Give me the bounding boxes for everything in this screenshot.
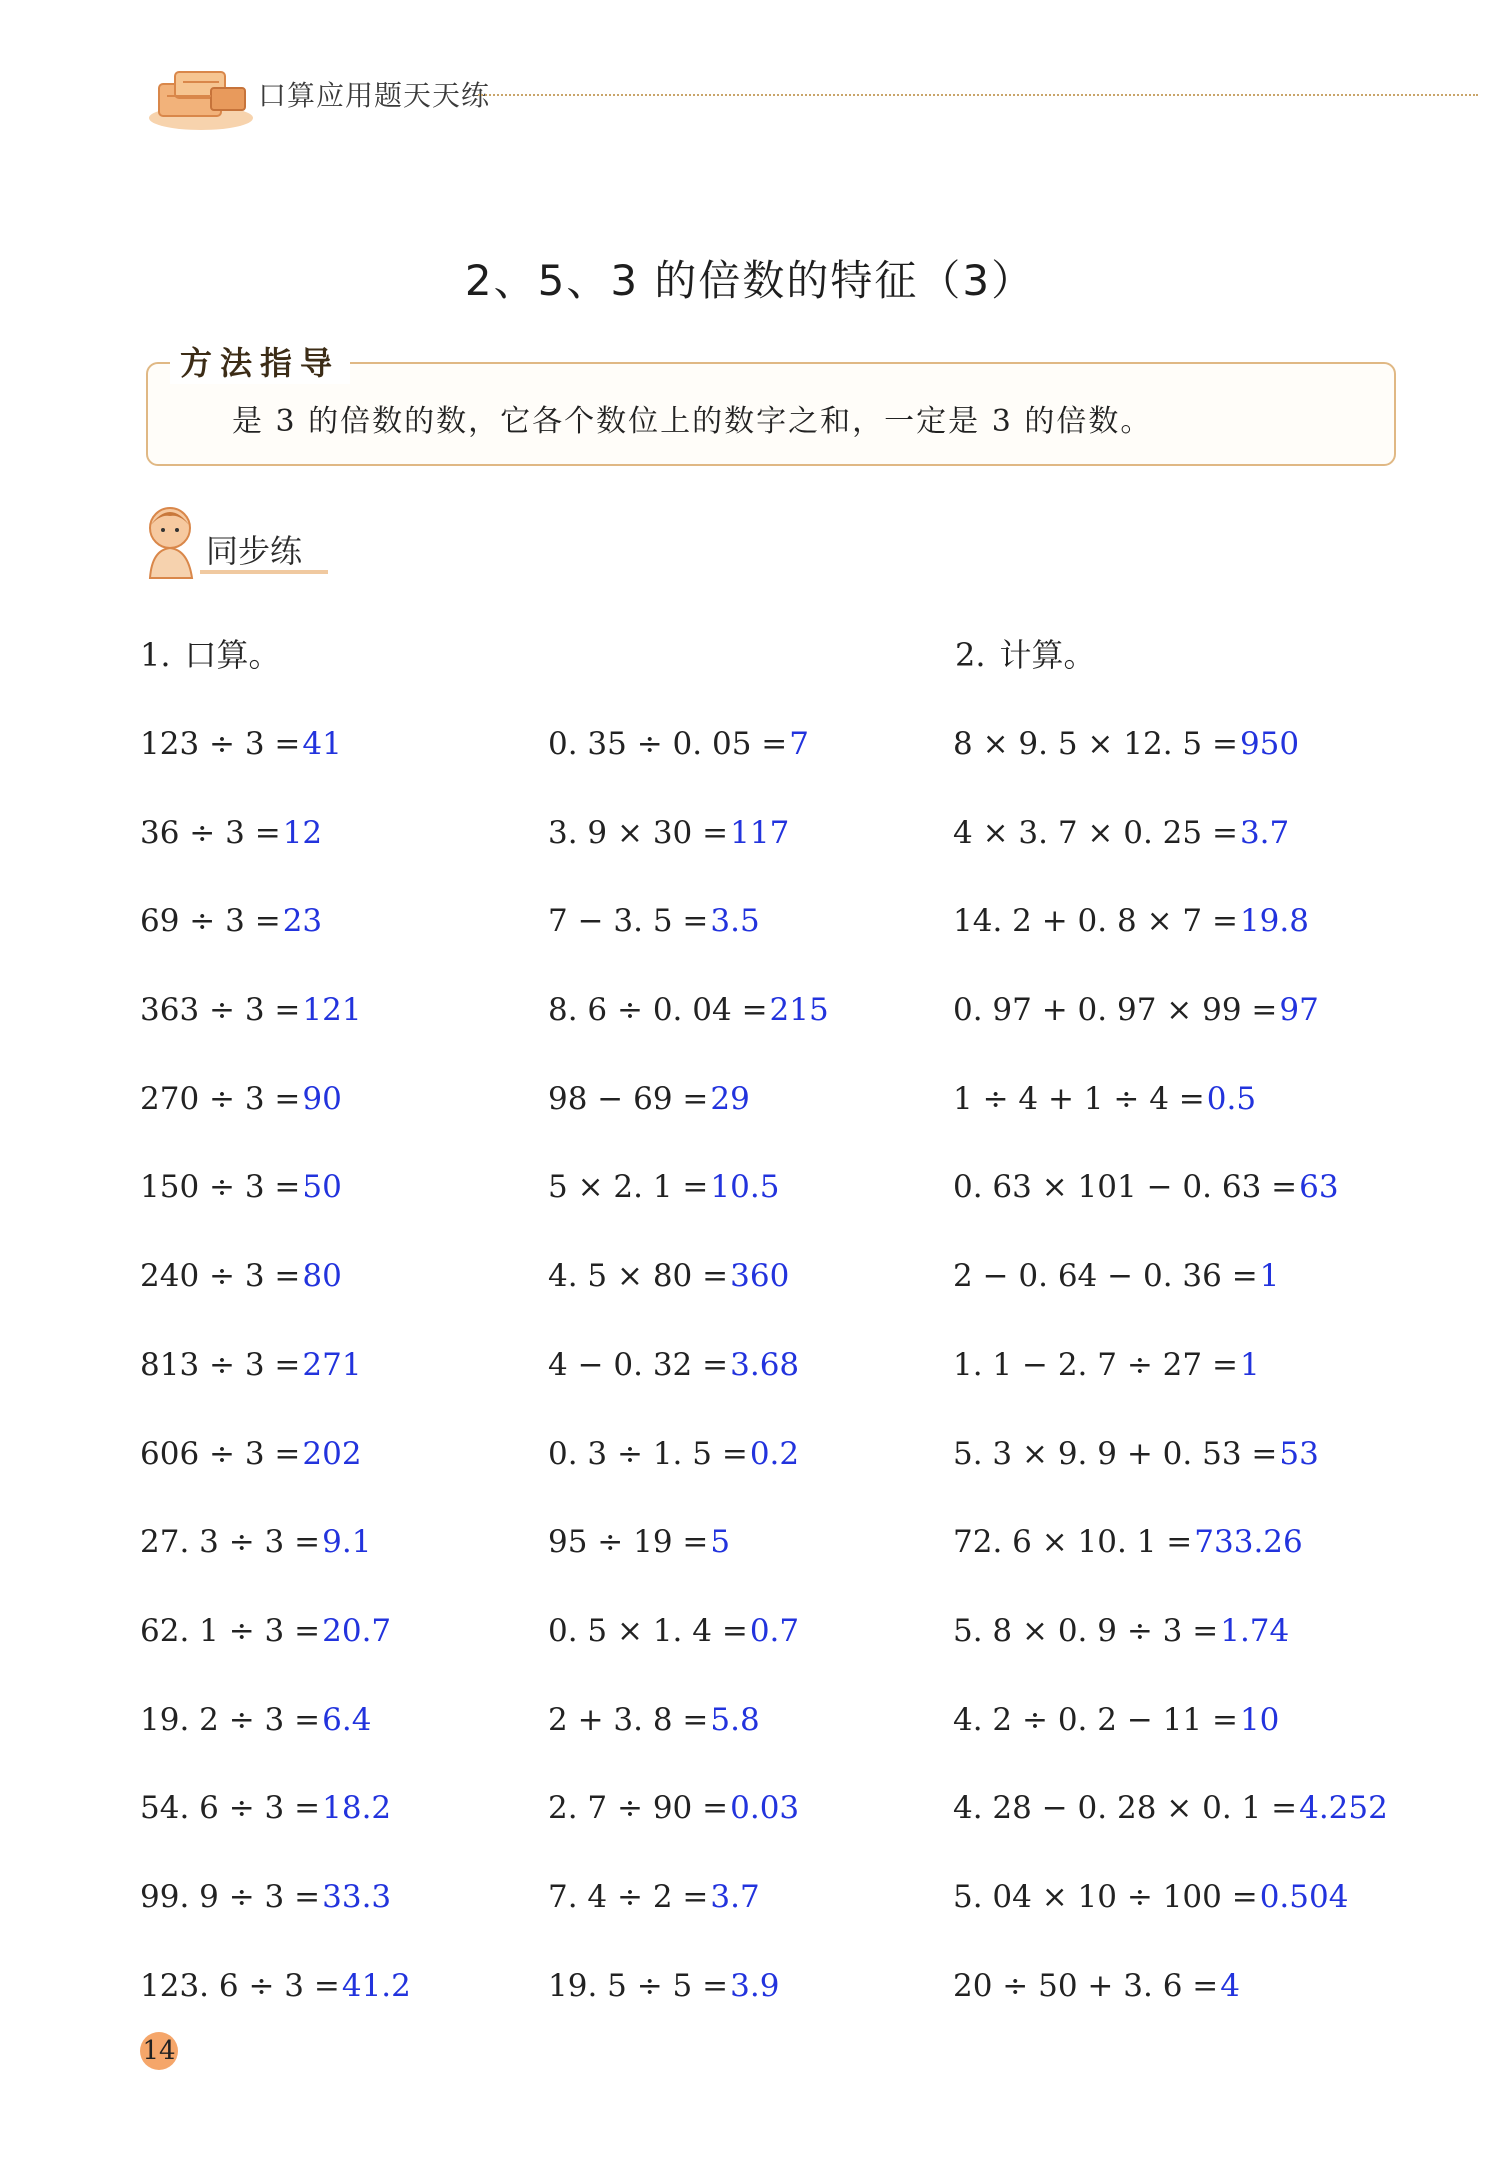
sync-practice-heading (140, 502, 340, 582)
problem-row (953, 1336, 1473, 1425)
problem-expression: 3. 9 × 30 = (548, 814, 729, 851)
handwritten-answer: 18.2 (322, 1790, 392, 1827)
handwritten-answer: 3.9 (730, 1967, 780, 2004)
problem-row (548, 1957, 968, 2046)
problem-expression: 36 ÷ 3 = (140, 814, 281, 851)
problem-expression: 4. 28 − 0. 28 × 0. 1 = (953, 1790, 1298, 1827)
problem-expression: 19. 5 ÷ 5 = (548, 1967, 729, 2004)
handwritten-answer: 7 (789, 726, 810, 762)
problem-expression: 150 ÷ 3 = (140, 1169, 301, 1206)
problem-expression: 123 ÷ 3 = (140, 726, 301, 762)
problem-expression: 20 ÷ 50 + 3. 6 = (953, 1967, 1219, 2004)
problem-row (548, 1070, 968, 1159)
handwritten-answer: 202 (302, 1435, 362, 1472)
problem-expression: 8 × 9. 5 × 12. 5 = (953, 726, 1238, 762)
handwritten-answer: 3.5 (710, 903, 760, 940)
problem-expression: 62. 1 ÷ 3 = (140, 1612, 321, 1649)
handwritten-answer: 90 (302, 1080, 342, 1117)
handwritten-answer: 0.504 (1259, 1878, 1349, 1915)
problem-row (953, 1957, 1473, 2046)
problem-row (953, 892, 1473, 981)
problem-row (140, 1158, 560, 1247)
problem-expression: 14. 2 + 0. 8 × 7 = (953, 903, 1238, 940)
problem-row (140, 715, 560, 804)
problem-expression: 98 − 69 = (548, 1080, 709, 1117)
problem-row (140, 804, 560, 893)
section-2-heading (955, 630, 1096, 676)
sync-practice-label: 同步练 (206, 532, 303, 570)
problem-row (140, 981, 560, 1070)
handwritten-answer: 121 (302, 992, 362, 1029)
problem-row (548, 981, 968, 1070)
handwritten-answer: 5.8 (710, 1701, 760, 1738)
problem-expression: 8. 6 ÷ 0. 04 = (548, 992, 768, 1029)
problem-expression: 4. 2 ÷ 0. 2 − 11 = (953, 1701, 1238, 1738)
handwritten-answer: 215 (769, 992, 829, 1029)
lesson-title: 2、5、3 的倍数的特征（3） (464, 256, 1036, 305)
problem-row (140, 1602, 560, 1691)
section-1-heading (140, 630, 281, 676)
calculation-column (953, 715, 1473, 2045)
page-number: 14 (140, 2032, 178, 2070)
handwritten-answer: 23 (282, 903, 323, 940)
problem-row (548, 1691, 968, 1780)
problem-expression: 5 × 2. 1 = (548, 1169, 709, 1206)
section-1-number: 1. (140, 636, 171, 674)
problem-row (953, 1691, 1473, 1780)
problem-expression: 1. 1 − 2. 7 ÷ 27 = (953, 1346, 1238, 1383)
section-2-label: 计算。 (999, 636, 1096, 674)
problem-expression: 0. 63 × 101 − 0. 63 = (953, 1169, 1298, 1206)
handwritten-answer: 3.68 (730, 1346, 800, 1383)
book-stack-logo (145, 62, 257, 134)
problem-row (140, 1070, 560, 1159)
problem-row (953, 715, 1473, 804)
series-title: 口算应用题天天练 (258, 79, 491, 112)
problem-expression: 0. 35 ÷ 0. 05 = (548, 726, 788, 762)
handwritten-answer: 733.26 (1194, 1524, 1303, 1561)
problem-expression: 69 ÷ 3 = (140, 903, 281, 940)
problem-row (548, 1513, 968, 1602)
problem-expression: 4. 5 × 80 = (548, 1258, 729, 1295)
problem-row (548, 1336, 968, 1425)
handwritten-answer: 1 (1239, 1346, 1260, 1383)
problem-row (140, 1957, 560, 2046)
handwritten-answer: 10 (1239, 1701, 1280, 1738)
problem-expression: 270 ÷ 3 = (140, 1080, 301, 1117)
oral-calc-column-2 (548, 715, 968, 2045)
handwritten-answer: 50 (302, 1169, 342, 1206)
problem-row (140, 1425, 560, 1514)
problem-row (548, 804, 968, 893)
method-guide-text: 是 3 的倍数的数，它各个数位上的数字之和，一定是 3 的倍数。 (232, 404, 1153, 439)
problem-expression: 99. 9 ÷ 3 = (140, 1878, 321, 1915)
problem-expression: 27. 3 ÷ 3 = (140, 1524, 321, 1561)
problem-row (548, 1158, 968, 1247)
problem-row (140, 1691, 560, 1780)
handwritten-answer: 1 (1259, 1258, 1280, 1295)
problem-row (140, 1868, 560, 1957)
problem-expression: 19. 2 ÷ 3 = (140, 1701, 321, 1738)
handwritten-answer: 80 (302, 1258, 342, 1295)
problem-row (953, 1602, 1473, 1691)
handwritten-answer: 4.252 (1299, 1790, 1388, 1827)
problem-expression: 2. 7 ÷ 90 = (548, 1790, 729, 1827)
handwritten-answer: 1.74 (1220, 1612, 1290, 1649)
problem-expression: 240 ÷ 3 = (140, 1258, 301, 1295)
handwritten-answer: 33.3 (322, 1878, 392, 1915)
problem-expression: 4 − 0. 32 = (548, 1346, 729, 1383)
problem-expression: 7 − 3. 5 = (548, 903, 709, 940)
handwritten-answer: 63 (1299, 1169, 1339, 1206)
problem-expression: 5. 04 × 10 ÷ 100 = (953, 1878, 1258, 1915)
problem-row (953, 1247, 1473, 1336)
problem-expression: 4 × 3. 7 × 0. 25 = (953, 814, 1238, 851)
problem-expression: 54. 6 ÷ 3 = (140, 1790, 321, 1827)
problem-row (140, 1247, 560, 1336)
handwritten-answer: 19.8 (1239, 903, 1309, 940)
handwritten-answer: 6.4 (322, 1701, 372, 1738)
problem-row (140, 1779, 560, 1868)
problem-row (548, 1779, 968, 1868)
header-divider (478, 94, 1478, 96)
problem-expression: 5. 3 × 9. 9 + 0. 53 = (953, 1435, 1278, 1472)
problem-expression: 2 − 0. 64 − 0. 36 = (953, 1258, 1258, 1295)
problem-row (953, 804, 1473, 893)
problem-row (953, 1513, 1473, 1602)
problem-row (548, 1868, 968, 1957)
handwritten-answer: 29 (710, 1080, 750, 1117)
problem-expression: 7. 4 ÷ 2 = (548, 1878, 709, 1915)
problem-expression: 363 ÷ 3 = (140, 992, 301, 1029)
problem-expression: 95 ÷ 19 = (548, 1524, 709, 1561)
problem-expression: 0. 3 ÷ 1. 5 = (548, 1435, 748, 1472)
problem-row (548, 1247, 968, 1336)
student-icon (140, 502, 202, 580)
problem-row (548, 1425, 968, 1514)
oral-calc-column-1 (140, 715, 560, 2045)
handwritten-answer: 360 (730, 1258, 790, 1295)
method-guide-label: 方法指导 (170, 338, 350, 384)
handwritten-answer: 3.7 (710, 1878, 760, 1915)
problem-row (953, 1425, 1473, 1514)
problem-row (140, 892, 560, 981)
handwritten-answer: 41.2 (341, 1967, 411, 2004)
handwritten-answer: 0.5 (1206, 1080, 1257, 1117)
problem-row (140, 1513, 560, 1602)
problem-row (953, 1868, 1473, 1957)
handwritten-answer: 53 (1279, 1435, 1319, 1472)
handwritten-answer: 10.5 (710, 1169, 780, 1206)
handwritten-answer: 0.2 (749, 1435, 800, 1472)
handwritten-answer: 5 (710, 1524, 731, 1561)
sync-underline (200, 570, 328, 574)
handwritten-answer: 4 (1220, 1967, 1240, 2004)
handwritten-answer: 0.03 (730, 1790, 800, 1827)
page-header (140, 58, 1480, 138)
section-1-label: 口算。 (184, 636, 281, 674)
problem-row (548, 1602, 968, 1691)
handwritten-answer: 12 (282, 814, 323, 851)
method-guide-box (146, 344, 1396, 466)
problem-expression: 1 ÷ 4 + 1 ÷ 4 = (953, 1080, 1205, 1117)
handwritten-answer: 0.7 (749, 1612, 800, 1649)
section-2-number: 2. (955, 636, 986, 674)
problem-row (548, 715, 968, 804)
problem-row (548, 892, 968, 981)
handwritten-answer: 271 (302, 1346, 362, 1383)
handwritten-answer: 950 (1239, 726, 1300, 762)
problem-expression: 0. 97 + 0. 97 × 99 = (953, 992, 1278, 1029)
problem-row (953, 1779, 1473, 1868)
problem-expression: 5. 8 × 0. 9 ÷ 3 = (953, 1612, 1219, 1649)
handwritten-answer: 97 (1279, 992, 1319, 1029)
handwritten-answer: 41 (302, 726, 342, 762)
problem-expression: 2 + 3. 8 = (548, 1701, 709, 1738)
problem-expression: 72. 6 × 10. 1 = (953, 1524, 1193, 1561)
problem-expression: 123. 6 ÷ 3 = (140, 1967, 340, 2004)
handwritten-answer: 20.7 (322, 1612, 392, 1649)
problem-expression: 606 ÷ 3 = (140, 1435, 301, 1472)
problem-expression: 0. 5 × 1. 4 = (548, 1612, 748, 1649)
handwritten-answer: 117 (730, 814, 790, 851)
handwritten-answer: 9.1 (322, 1524, 372, 1561)
problem-row (140, 1336, 560, 1425)
problem-row (953, 981, 1473, 1070)
problem-expression: 813 ÷ 3 = (140, 1346, 301, 1383)
problem-row (953, 1070, 1473, 1159)
handwritten-answer: 3.7 (1239, 814, 1290, 851)
problem-row (953, 1158, 1473, 1247)
